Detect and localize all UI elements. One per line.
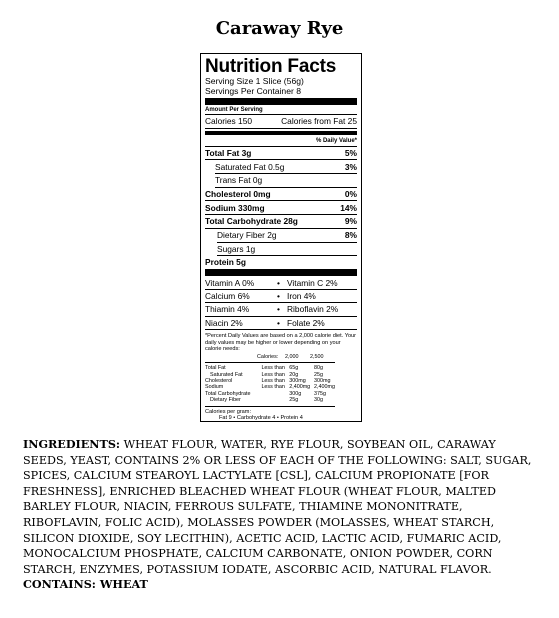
nutrient-name: Protein 5g — [205, 257, 246, 268]
nutrient-dv: 9% — [344, 216, 357, 227]
vitamin-row — [205, 303, 357, 316]
daily-value-footnote: *Percent Daily Values are based on a 2,000 calorie diet. Your daily values may be higher or lower depending on your calorie needs: — [205, 333, 357, 353]
table-cell: 65g — [289, 365, 299, 372]
vitamin-left: Calcium 6% — [205, 291, 250, 302]
product-title: Caraway Rye — [215, 18, 344, 39]
table-cell: 2,000 — [285, 353, 299, 360]
nutrient-row — [205, 215, 357, 229]
nutrition-facts-title: Nutrition Facts — [205, 56, 337, 77]
nutrient-row — [215, 174, 357, 188]
table-cell — [205, 354, 257, 360]
nutrient-row — [215, 160, 357, 174]
vitamin-left: Thiamin 4% — [205, 304, 250, 315]
nutrient-name: Trans Fat 0g — [215, 175, 263, 186]
vitamin-left: Niacin 2% — [205, 317, 243, 328]
ingredients-heading: INGREDIENTS: — [23, 437, 121, 451]
table-cell: Less than — [261, 378, 285, 385]
table-cell: Less than — [261, 371, 285, 378]
daily-value-table — [205, 354, 335, 360]
nutrient-dv: 14% — [340, 202, 357, 213]
allergen-statement: CONTAINS: WHEAT — [23, 577, 148, 592]
nutrient-row — [217, 229, 357, 243]
table-cell: Calories: — [257, 353, 279, 360]
table-cell: Total Fat — [205, 365, 226, 372]
thick-divider — [205, 269, 357, 276]
table-cell: Less than — [261, 365, 285, 372]
vitamin-row — [205, 290, 357, 303]
servings-per-container: Servings Per Container 8 — [205, 86, 302, 96]
nutrient-name: Sodium 330mg — [205, 202, 265, 213]
nutrient-row — [205, 147, 357, 161]
table-cell: 30g — [314, 397, 324, 404]
ingredients-text: WHEAT FLOUR, WATER, RYE FLOUR, SOYBEAN OIL, CARAWAY SEEDS, YEAST, CONTAINS 2% OR LESS OF EACH OF THE FOLLOWING: SALT, SUGAR, SPICES, CALCIUM STEAROYL LACTYLATE [CSL], CALCIUM PROPIONATE [FOR FRESHNESS], ENRICHED BLEACHED WHEAT FLOUR (WHEAT FLOUR, MALTED BARLEY FLOUR, NIACIN, FERROUS SULFATE, THIAMINE MONONITRATE, RIBOFLAVIN, FOLIC ACID), MOLASSES POWDER (MOLASSES, WHEAT STARCH, SILICON DIOXIDE, SOY LECITHIN), ACETIC ACID, LACTIC ACID, FUMARIC ACID, MONOCALCIUM PHOSPHATE, CALCIUM CARBONATE, ONION POWDER, CORN STARCH, ENZYMES, POTASSIUM IODATE, ASCORBIC ACID, NATURAL FLAVOR. — [23, 438, 532, 576]
table-divider — [205, 406, 335, 407]
calories-per-gram: Calories per gram: — [205, 408, 252, 415]
nutrient-dv: 3% — [344, 161, 357, 172]
table-cell: 80g — [314, 365, 324, 372]
bullet: • — [277, 277, 280, 288]
table-cell: 300g — [289, 390, 302, 397]
table-cell: Total Carbohydrate — [205, 390, 251, 397]
vitamin-row — [205, 317, 357, 330]
vitamin-row — [205, 277, 357, 290]
vitamin-right: Vitamin C 2% — [287, 277, 338, 288]
nutrition-facts-label — [200, 53, 362, 422]
bullet: • — [277, 291, 280, 302]
nutrient-row — [217, 243, 357, 257]
nutrient-row — [205, 256, 357, 269]
nutrient-name: Sugars 1g — [217, 243, 256, 254]
table-row — [205, 397, 335, 403]
table-cell: Saturated Fat — [210, 371, 243, 378]
vitamin-right: Riboflavin 2% — [287, 304, 339, 315]
table-cell: 20g — [289, 371, 299, 378]
calories-from-fat: Calories from Fat 25 — [281, 116, 357, 127]
thick-divider — [205, 98, 357, 105]
vitamin-right: Iron 4% — [287, 291, 316, 302]
calories-row — [205, 114, 357, 129]
table-cell: Cholesterol — [205, 378, 233, 385]
nutrient-row — [205, 188, 357, 202]
calories: Calories 150 — [205, 116, 253, 127]
vitamin-right: Folate 2% — [287, 317, 325, 328]
nutrient-row — [205, 201, 357, 215]
nutrient-name: Cholesterol 0mg — [205, 188, 271, 199]
nutrient-dv: 0% — [344, 188, 357, 199]
nutrient-name: Total Fat 3g — [205, 147, 252, 158]
vitamin-left: Vitamin A 0% — [205, 277, 255, 288]
ingredients-block — [23, 437, 539, 593]
serving-size: Serving Size 1 Slice (56g) — [205, 76, 304, 86]
nutrient-dv: 8% — [344, 229, 357, 240]
table-cell: 2,400mg — [289, 384, 311, 391]
nutrient-name: Total Carbohydrate 28g — [205, 216, 298, 227]
nutrient-name: Dietary Fiber 2g — [217, 229, 277, 240]
calories-per-gram-values: Fat 9 • Carbohydrate 4 • Protein 4 — [219, 415, 303, 422]
table-divider — [205, 362, 335, 363]
nutrient-dv: 5% — [344, 147, 357, 158]
table-cell: 2,400mg — [314, 384, 335, 391]
bullet: • — [277, 304, 280, 315]
medium-divider — [205, 131, 357, 135]
table-cell: 25g — [289, 397, 299, 404]
table-header-row — [205, 354, 335, 360]
table-cell: 375g — [314, 390, 327, 397]
nutrient-name: Saturated Fat 0.5g — [215, 161, 285, 172]
amount-per-serving: Amount Per Serving — [205, 107, 263, 113]
table-row — [205, 365, 335, 371]
table-cell: 25g — [314, 371, 324, 378]
table-cell: 300mg — [289, 378, 306, 385]
table-cell — [261, 397, 289, 403]
table-cell: 2,500 — [310, 353, 324, 360]
table-cell: Dietary Fiber — [210, 397, 241, 404]
table-cell: Less than — [261, 384, 285, 391]
table-cell: Sodium — [205, 384, 224, 391]
table-cell: 300mg — [314, 378, 331, 385]
daily-value-header: % Daily Value* — [205, 136, 357, 147]
bullet: • — [277, 317, 280, 328]
daily-value-table-body — [205, 365, 335, 403]
